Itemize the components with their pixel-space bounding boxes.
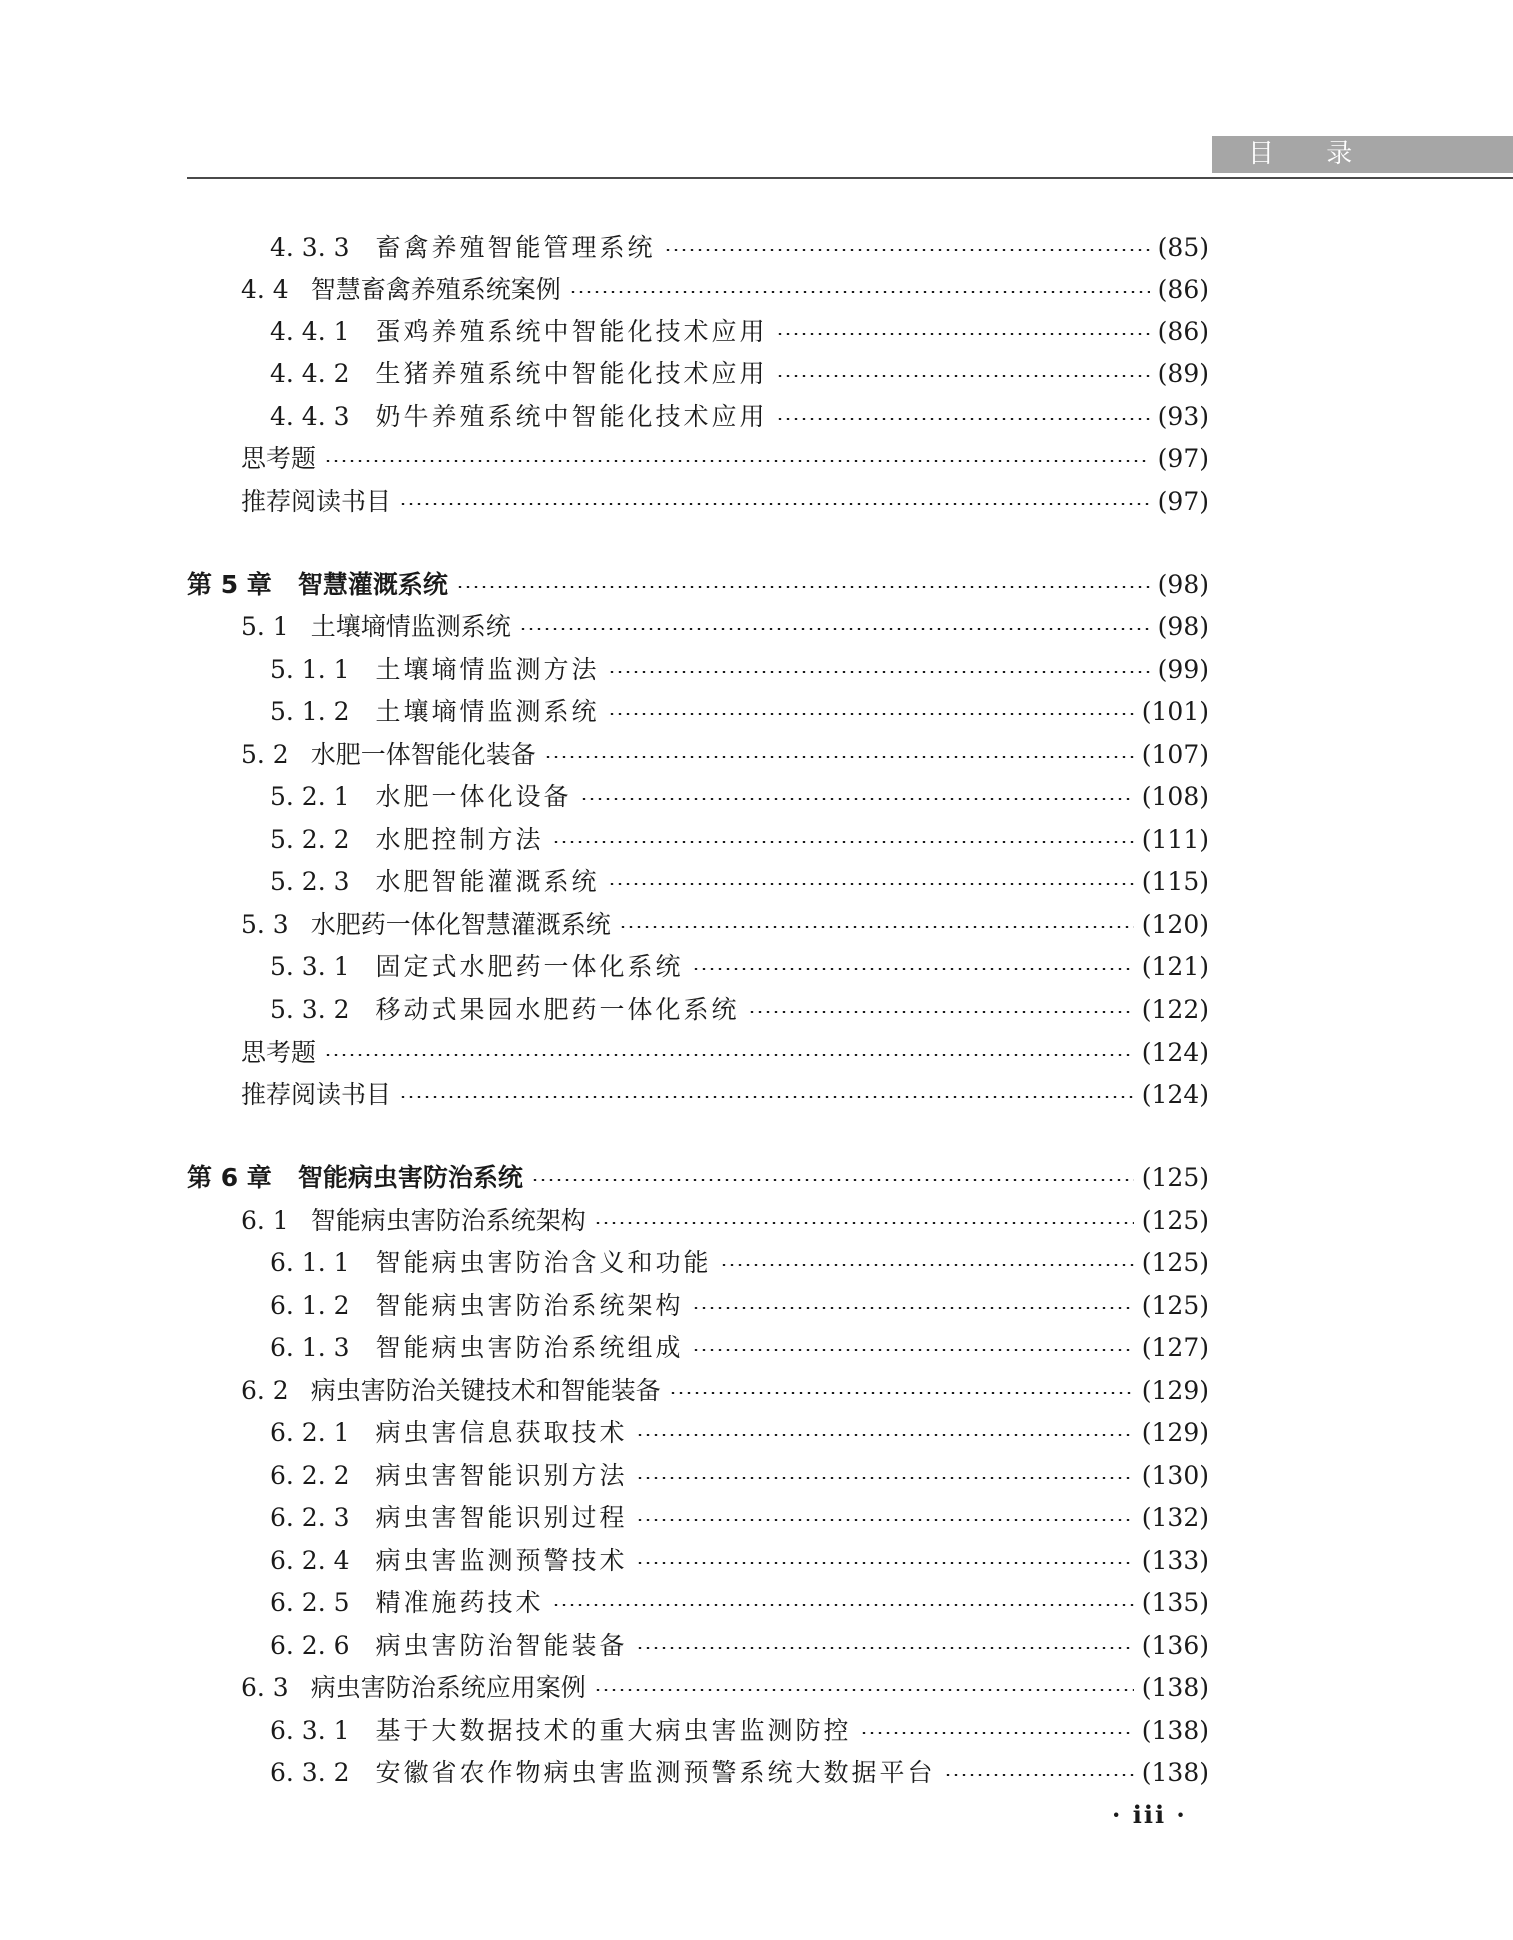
toc-entry[interactable] [241, 1202, 1209, 1240]
entry-page: (97) [1157, 487, 1209, 516]
entry-page: (125) [1141, 1163, 1209, 1192]
entry-title: 土壤墒情监测系统 [310, 612, 511, 641]
entry-title: 水肥一体化设备 [375, 782, 572, 811]
entry-page: (107) [1141, 740, 1209, 769]
entry-number: 6. 2. 6 [270, 1631, 350, 1660]
entry-title: 病虫害防治智能装备 [375, 1631, 628, 1660]
entry-number: 6. 2. 1 [270, 1418, 350, 1447]
dot-leader [776, 375, 1150, 377]
toc-entry[interactable] [270, 651, 1209, 689]
toc-entry[interactable] [241, 271, 1209, 309]
entry-title: 精准施药技术 [375, 1588, 544, 1617]
toc-entry[interactable] [270, 1584, 1209, 1622]
entry-page: (138) [1141, 1758, 1209, 1787]
toc-entry[interactable] [270, 1329, 1209, 1367]
dot-leader [608, 671, 1150, 673]
toc-chapter-entry[interactable] [187, 1159, 1209, 1197]
toc-entry[interactable] [270, 313, 1209, 351]
toc-entry[interactable] [270, 863, 1209, 901]
dot-leader [664, 249, 1150, 251]
entry-number: 4. 3. 3 [270, 233, 350, 262]
entry-page: (138) [1141, 1716, 1209, 1745]
dot-leader [552, 841, 1134, 843]
entry-number: 6. 1. 1 [270, 1248, 350, 1277]
dot-leader [324, 1054, 1134, 1056]
dot-leader [944, 1774, 1134, 1776]
dot-leader [636, 1647, 1134, 1649]
entry-title: 水肥一体智能化装备 [310, 740, 536, 769]
entry-title: 移动式果园水肥药一体化系统 [375, 995, 740, 1024]
dot-leader [636, 1562, 1134, 1564]
toc-entry[interactable] [241, 608, 1209, 646]
entry-number: 6. 2. 4 [270, 1546, 350, 1575]
toc-entry[interactable] [270, 693, 1209, 731]
entry-title: 水肥智能灌溉系统 [375, 867, 600, 896]
dot-leader [608, 713, 1134, 715]
entry-title: 土壤墒情监测系统 [375, 697, 600, 726]
entry-title: 固定式水肥药一体化系统 [375, 952, 684, 981]
toc-entry[interactable] [241, 1669, 1209, 1707]
entry-number: 6. 2. 5 [270, 1588, 350, 1617]
entry-page: (130) [1141, 1461, 1209, 1490]
dot-leader [720, 1264, 1134, 1266]
toc-chapter-entry[interactable] [187, 566, 1209, 604]
dot-leader [456, 586, 1150, 588]
chapter-number: 第 5 章 [187, 570, 272, 599]
entry-page: (125) [1141, 1206, 1209, 1235]
toc-entry[interactable] [270, 1414, 1209, 1452]
toc-entry[interactable] [270, 355, 1209, 393]
toc-entry[interactable] [270, 1244, 1209, 1282]
entry-title: 思考题 [241, 444, 317, 473]
entry-title: 智能病虫害防治系统架构 [375, 1291, 684, 1320]
entry-page: (115) [1141, 867, 1209, 896]
entry-title: 病虫害监测预警技术 [375, 1546, 628, 1575]
entry-title: 基于大数据技术的重大病虫害监测防控 [375, 1716, 852, 1745]
entry-title: 智能病虫害防治含义和功能 [375, 1248, 712, 1277]
entry-title: 水肥控制方法 [375, 825, 544, 854]
entry-number: 4. 4. 1 [270, 317, 350, 346]
dot-leader [748, 1011, 1134, 1013]
entry-number: 5. 1. 1 [270, 655, 350, 684]
dot-leader [544, 756, 1134, 758]
entry-number: 6. 2. 2 [270, 1461, 350, 1490]
chapter-title: 智慧灌溉系统 [297, 570, 448, 599]
dot-leader [399, 1096, 1134, 1098]
toc-entry[interactable] [241, 440, 1209, 478]
entry-page: (93) [1157, 402, 1209, 431]
entry-page: (99) [1157, 655, 1209, 684]
entry-number: 6. 1 [241, 1206, 289, 1235]
dot-leader [776, 418, 1150, 420]
toc-entry[interactable] [270, 1457, 1209, 1495]
chapter-title: 智能病虫害防治系统 [297, 1163, 523, 1192]
dot-leader [552, 1604, 1134, 1606]
dot-leader [636, 1434, 1134, 1436]
entry-title: 蛋鸡养殖系统中智能化技术应用 [375, 317, 768, 346]
entry-title: 土壤墒情监测方法 [375, 655, 600, 684]
entry-page: (138) [1141, 1673, 1209, 1702]
entry-page: (136) [1141, 1631, 1209, 1660]
dot-leader [692, 1349, 1134, 1351]
entry-number: 5. 3. 2 [270, 995, 350, 1024]
entry-title: 畜禽养殖智能管理系统 [375, 233, 656, 262]
dot-leader [636, 1519, 1134, 1521]
toc-entry[interactable] [270, 778, 1209, 816]
entry-number: 5. 3. 1 [270, 952, 350, 981]
toc-entry[interactable] [241, 736, 1209, 774]
entry-page: (86) [1157, 317, 1209, 346]
entry-page: (97) [1157, 444, 1209, 473]
dot-leader [692, 1307, 1134, 1309]
entry-title: 病虫害防治系统应用案例 [310, 1673, 586, 1702]
dot-leader [669, 1392, 1134, 1394]
toc-entry[interactable] [270, 1499, 1209, 1537]
entry-title: 智能病虫害防治系统组成 [375, 1333, 684, 1362]
entry-number: 5. 1. 2 [270, 697, 350, 726]
entry-number: 6. 3. 2 [270, 1758, 350, 1787]
toc-entry[interactable] [270, 1287, 1209, 1325]
entry-title: 水肥药一体化智慧灌溉系统 [310, 910, 611, 939]
dot-leader [399, 503, 1150, 505]
entry-title: 智慧畜禽养殖系统案例 [310, 275, 561, 304]
entry-title: 病虫害智能识别过程 [375, 1503, 628, 1532]
toc-entry[interactable] [241, 1034, 1209, 1072]
entry-title: 思考题 [241, 1038, 317, 1067]
dot-leader [594, 1689, 1134, 1691]
entry-page: (89) [1157, 359, 1209, 388]
toc-entry[interactable] [270, 1627, 1209, 1665]
entry-number: 4. 4. 2 [270, 359, 350, 388]
toc-entry[interactable] [241, 1076, 1209, 1114]
entry-title: 病虫害智能识别方法 [375, 1461, 628, 1490]
entry-page: (129) [1141, 1376, 1209, 1405]
dot-leader [619, 926, 1134, 928]
dot-leader [608, 883, 1134, 885]
entry-number: 6. 3. 1 [270, 1716, 350, 1745]
entry-page: (86) [1157, 275, 1209, 304]
entry-page: (135) [1141, 1588, 1209, 1617]
toc-entry[interactable] [241, 1372, 1209, 1410]
entry-number: 5. 1 [241, 612, 289, 641]
entry-page: (129) [1141, 1418, 1209, 1447]
entry-number: 5. 2. 2 [270, 825, 350, 854]
entry-number: 4. 4. 3 [270, 402, 350, 431]
entry-page: (124) [1141, 1080, 1209, 1109]
toc-entry[interactable] [270, 991, 1209, 1029]
entry-title: 生猪养殖系统中智能化技术应用 [375, 359, 768, 388]
entry-page: (133) [1141, 1546, 1209, 1575]
toc-entry[interactable] [270, 1712, 1209, 1750]
dot-leader [594, 1222, 1134, 1224]
entry-page: (125) [1141, 1248, 1209, 1277]
entry-page: (85) [1157, 233, 1209, 262]
entry-page: (101) [1141, 697, 1209, 726]
entry-page: (98) [1157, 612, 1209, 641]
entry-number: 6. 1. 2 [270, 1291, 350, 1320]
entry-title: 安徽省农作物病虫害监测预警系统大数据平台 [375, 1758, 936, 1787]
entry-page: (124) [1141, 1038, 1209, 1067]
entry-page: (121) [1141, 952, 1209, 981]
toc-entry[interactable] [270, 821, 1209, 859]
dot-leader [324, 460, 1150, 462]
toc-entry[interactable] [270, 1754, 1209, 1792]
entry-page: (120) [1141, 910, 1209, 939]
entry-title: 推荐阅读书目 [241, 1080, 392, 1109]
entry-title: 病虫害信息获取技术 [375, 1418, 628, 1447]
chapter-number: 第 6 章 [187, 1163, 272, 1192]
entry-title: 推荐阅读书目 [241, 487, 392, 516]
toc-entry[interactable] [270, 948, 1209, 986]
dot-leader [636, 1477, 1134, 1479]
entry-page: (132) [1141, 1503, 1209, 1532]
entry-page: (108) [1141, 782, 1209, 811]
entry-page: (122) [1141, 995, 1209, 1024]
dot-leader [569, 291, 1150, 293]
page-number: · iii · [1112, 1800, 1187, 1829]
toc-entry[interactable] [270, 398, 1209, 436]
entry-number: 6. 1. 3 [270, 1333, 350, 1362]
entry-number: 6. 2. 3 [270, 1503, 350, 1532]
dot-leader [580, 798, 1134, 800]
entry-page: (111) [1141, 825, 1209, 854]
entry-page: (125) [1141, 1291, 1209, 1320]
entry-number: 5. 2. 3 [270, 867, 350, 896]
toc-entry[interactable] [270, 1542, 1209, 1580]
entry-page: (127) [1141, 1333, 1209, 1362]
entry-number: 6. 2 [241, 1376, 289, 1405]
entry-number: 5. 2. 1 [270, 782, 350, 811]
entry-number: 5. 2 [241, 740, 289, 769]
entry-title: 病虫害防治关键技术和智能装备 [310, 1376, 661, 1405]
entry-title: 奶牛养殖系统中智能化技术应用 [375, 402, 768, 431]
dot-leader [531, 1179, 1134, 1181]
dot-leader [519, 628, 1150, 630]
toc-entry[interactable] [270, 229, 1209, 267]
toc-entry[interactable] [241, 906, 1209, 944]
dot-leader [776, 333, 1150, 335]
dot-leader [692, 968, 1134, 970]
toc-entry[interactable] [241, 483, 1209, 521]
entry-number: 4. 4 [241, 275, 289, 304]
dot-leader [860, 1732, 1134, 1734]
page-title: 目 录 [1248, 139, 1375, 169]
entry-title: 智能病虫害防治系统架构 [310, 1206, 586, 1235]
entry-page: (98) [1157, 570, 1209, 599]
entry-number: 6. 3 [241, 1673, 289, 1702]
entry-number: 5. 3 [241, 910, 289, 939]
